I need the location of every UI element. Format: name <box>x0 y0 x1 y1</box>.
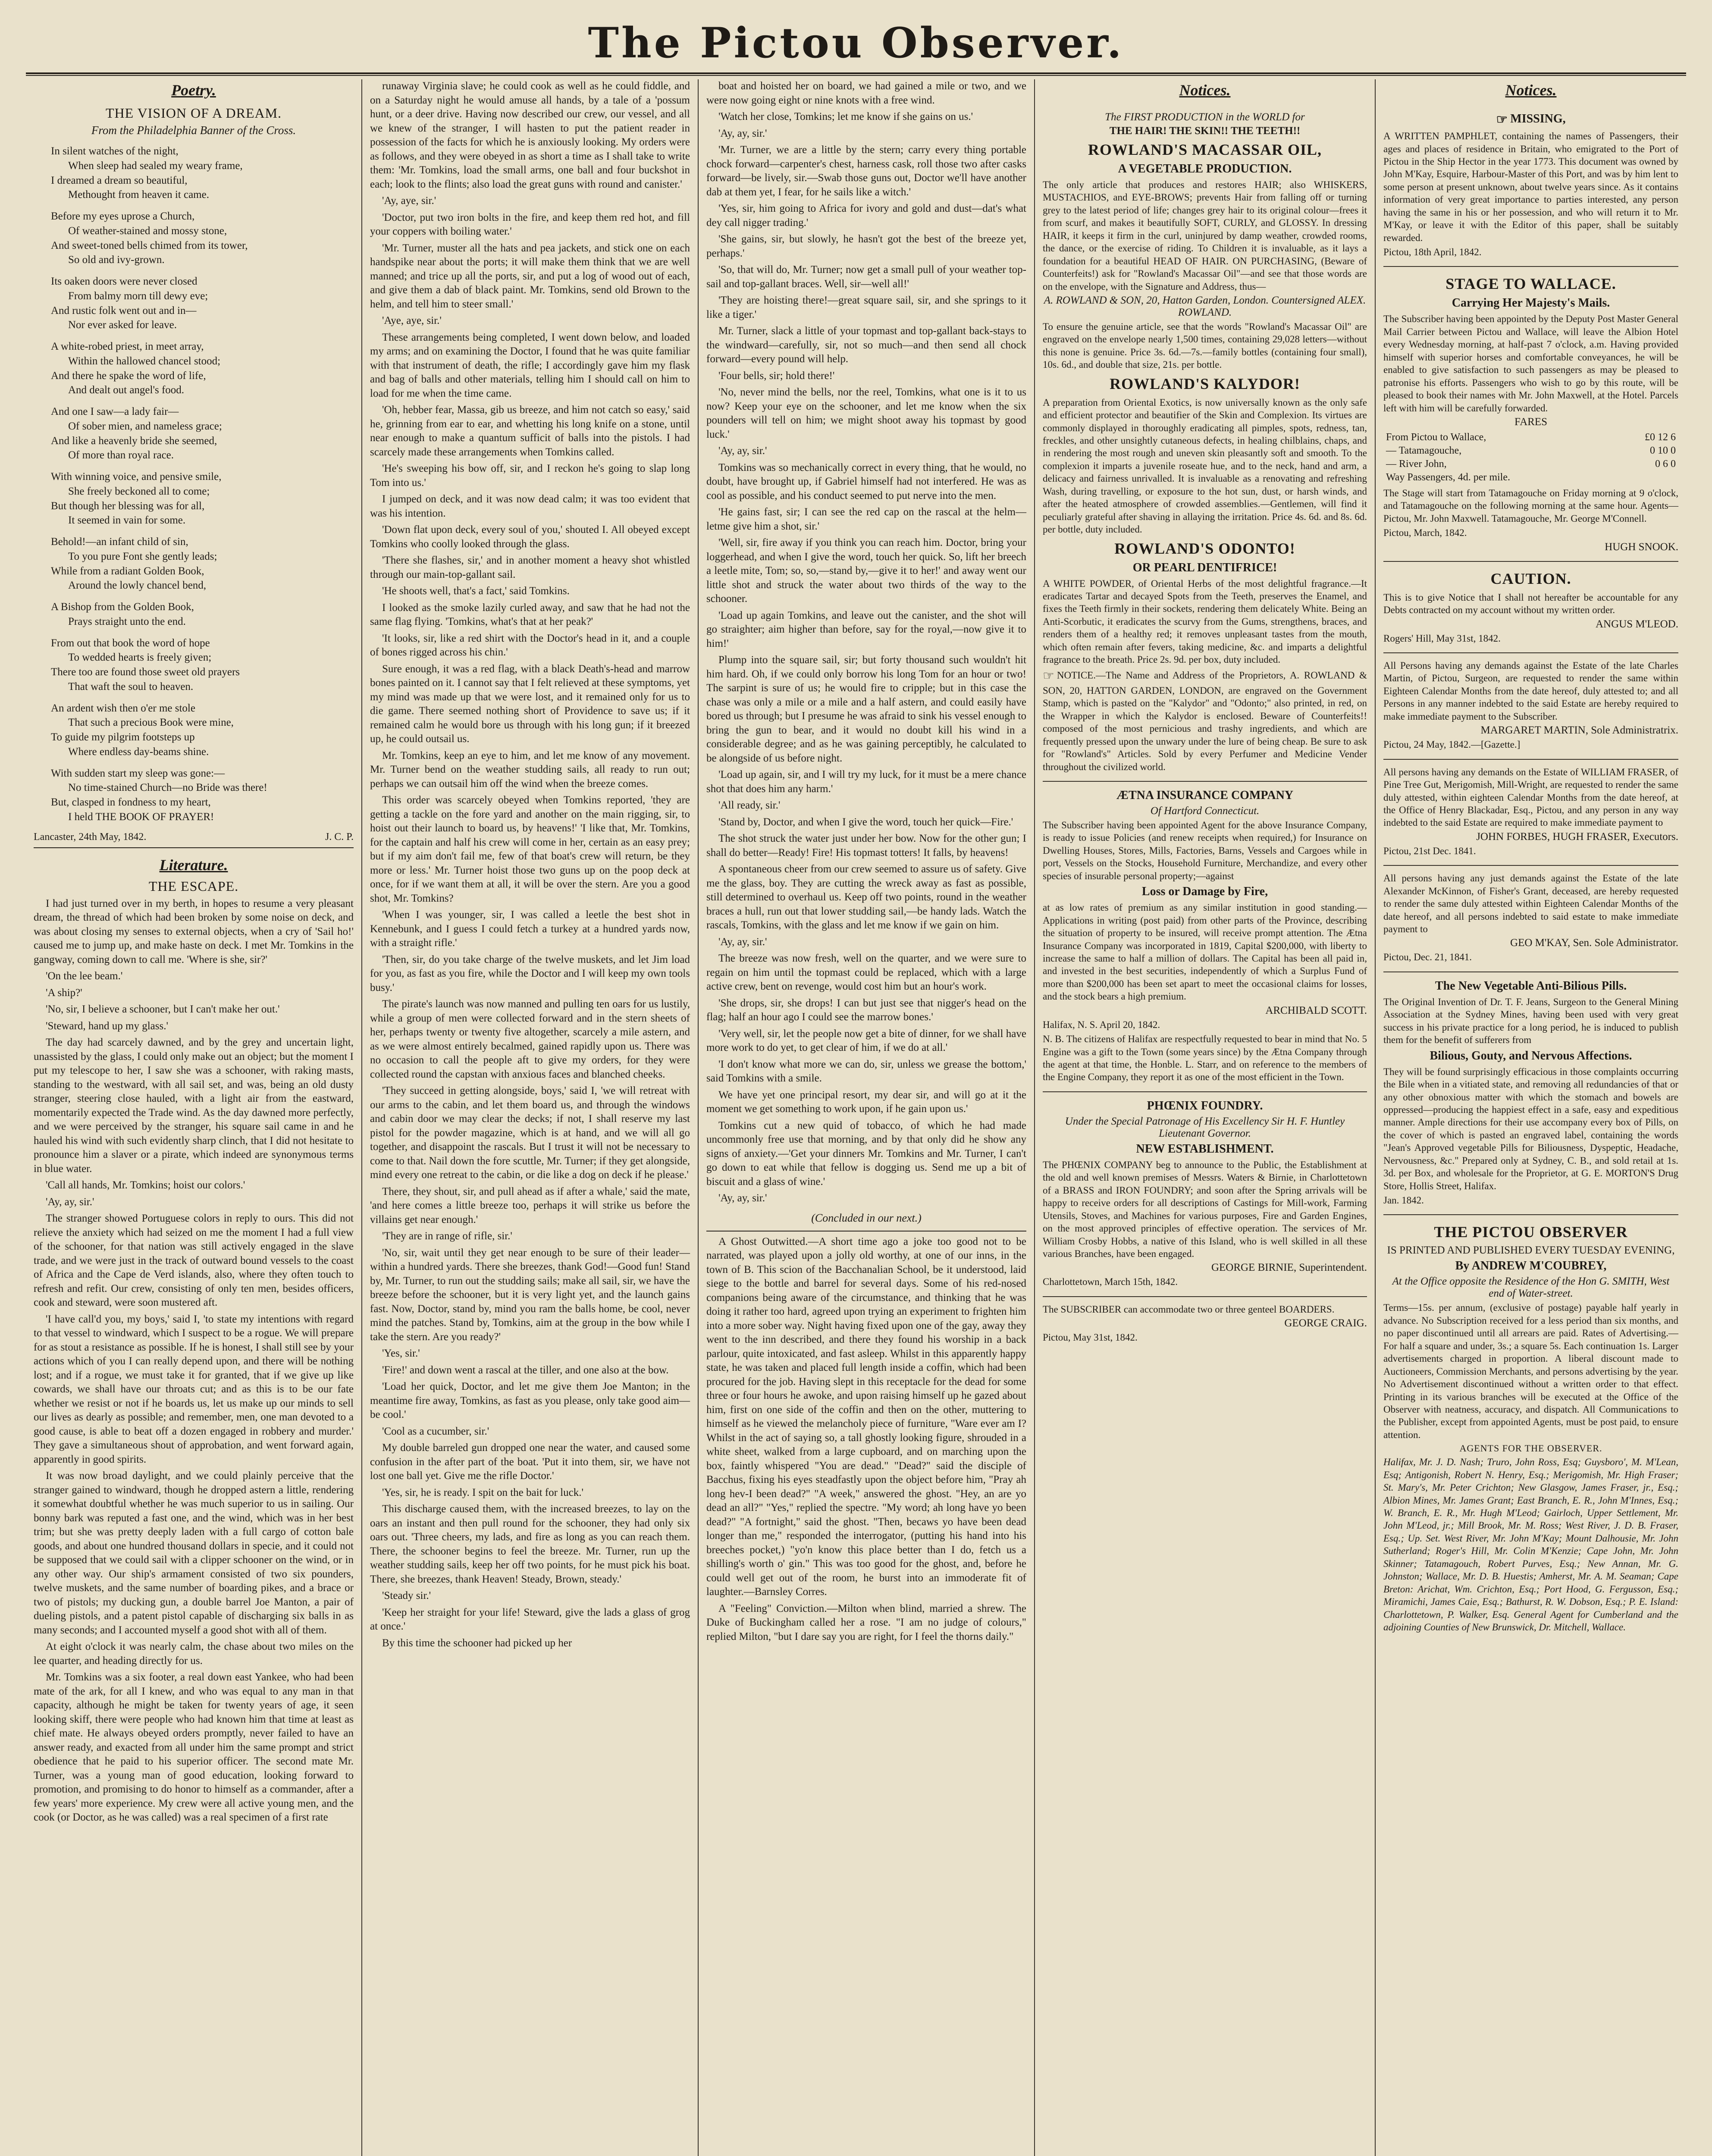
story-paragraph: 'Ay, ay, sir.' <box>718 1192 767 1204</box>
story-paragraph: 'Keep her straight for your life! Steward, give the lads a glass of grog at once.' <box>370 1606 690 1632</box>
story-paragraph: 'Yes, sir.' <box>382 1348 420 1359</box>
kalydor-title: ROWLAND'S KALYDOR! <box>1110 375 1300 392</box>
story-paragraph: A spontaneous cheer from our crew seemed to assure us of safety. Give me the glass, boy. They are cutting the wreck away as fast as possible, still determined to overhaul us. Keep off two points, round in the weather braces a hull, run out that lower studding sail,—be handy lads. Watch the rascals, Tomkins, with the glass and let me know if we gain on him. <box>706 863 1026 931</box>
poem-line: She freely beckoned all to come; <box>68 485 210 497</box>
divider <box>706 1231 1026 1232</box>
column-1 <box>26 79 362 2156</box>
poem-line: To guide my pilgrim footsteps up <box>51 731 195 743</box>
story-paragraph: 'Call all hands, Mr. Tomkins; hoist our colors.' <box>46 1179 245 1191</box>
caution-signer: ANGUS M'LEOD. <box>1595 618 1678 630</box>
fare-route: — Tatamagouche, <box>1386 445 1462 456</box>
caution-notice <box>1383 562 1678 653</box>
pointing-hand-icon: ☞ <box>1043 668 1054 683</box>
notices-heading-2: Notices. <box>1505 81 1557 99</box>
poem-line: Behold!—an infant child of sin, <box>51 536 188 548</box>
macassar-subtitle: A VEGETABLE PRODUCTION. <box>1118 162 1292 175</box>
column-4 <box>1035 79 1376 2156</box>
poem-line: And sweet-toned bells chimed from its tower, <box>51 239 248 251</box>
rowland-lead-2: THE HAIR! THE SKIN!! THE TEETH!! <box>1109 125 1301 137</box>
pills-subtitle: Bilious, Gouty, and Nervous Affections. <box>1430 1049 1632 1062</box>
poem-stanza <box>51 209 354 267</box>
martin-text: All Persons having any demands against the Estate of the late Charles Martin, of Pictou, Surgeon, are requested to render the same within Eighteen Calendar Months from the date hereof, duly attested to; and all Persons in any manner indebted to the said Estate are hereby required to make immediate payment to the Subscriber. <box>1383 660 1678 722</box>
pointing-hand-icon: ☞ <box>1496 113 1508 127</box>
odonto-subtitle: OR PEARL DENTIFRICE! <box>1132 561 1277 574</box>
poem-stanza <box>51 470 354 528</box>
poem-stanza <box>51 636 354 694</box>
mkinnon-text: All persons having any just demands against the Estate of the late Alexander McKinnon, of Fisher's Grant, deceased, are hereby requested to render the same duly attested within Eighteen Calendar Months of the date hereof, and all persons indebted to said estate to make immediate payment to <box>1383 873 1678 935</box>
story-paragraph: 'Steady sir.' <box>382 1590 431 1601</box>
story-paragraph: 'There she flashes, sir,' and in another moment a heavy shot whistled through our main-top-gallant sail. <box>370 555 690 580</box>
story-paragraph: 'He's sweeping his bow off, sir, and I reckon he's going to slap long Tom into us.' <box>370 463 690 489</box>
poem-line: Around the lowly chancel bend, <box>68 580 207 592</box>
fares-table <box>1383 431 1678 484</box>
story-paragraph: This discharge caused them, with the increased breezes, to lay on the oars an instant and then pull round for the schooner, they had only six oars out. 'Three cheers, my lads, and fire as long as you can reach them. There, the schooner begins to feel the breeze. Mr. Turner, run up the weather studding sails, keep her off two points, for he must pick his boat. There, she breezes, thank Heaven! Steady, Brown, steady.' <box>370 1503 690 1585</box>
pills-title: The New Vegetable Anti-Bilious Pills. <box>1435 979 1627 993</box>
fraser-signer: JOHN FORBES, HUGH FRASER, Executors. <box>1476 830 1678 843</box>
story-paragraph: 'When I was younger, sir, I was called a leetle the best shot in Kennebunk, and I guess I could fetch a turkey at a hundred yards now, with a straight rifle.' <box>370 909 690 949</box>
feeling-conviction-article <box>706 1602 1026 1644</box>
story-paragraph: Tomkins cut a new quid of tobacco, of which he had made uncommonly free use that morning, and by that only did he show any signs of anxiety.—'Get your dinners Mr. Tomkins and Mr. Turner, I can't go down to eat while that fellow is dogging us. Send me up a bit of biscuit and a glass of wine.' <box>706 1119 1026 1188</box>
aetna-loss-heading: Loss or Damage by Fire, <box>1141 885 1268 899</box>
fraser-date: Pictou, 21st Dec. 1841. <box>1383 845 1476 856</box>
mkinnon-estate-notice <box>1383 866 1678 972</box>
aetna-signer: ARCHIBALD SCOTT. <box>1265 1004 1367 1016</box>
poem-line: In silent watches of the night, <box>51 145 179 157</box>
mkinnon-signer: GEO M'KAY, Sen. Sole Administrator. <box>1510 937 1678 949</box>
poem-line: And dealt out angel's food. <box>68 384 185 396</box>
aetna-advertisement <box>1043 782 1367 1092</box>
story-paragraph: 'Ay, ay, sir.' <box>46 1196 94 1208</box>
kalydor-text: A preparation from Oriental Exotics, is now universally known as the only safe and efficient protector and beautifier of the Skin and Complexion. Its virtues are commonly displayed in thoroughly eradicating all pimples, spots, redness, tan, freckles, and other unsightly cutaneous defects, in healing chilblains, chaps, and in rendering the most rough and uneven skin pleasantly soft and smooth. To the complexion it imparts a juvenile roseate hue, and to the neck, hand and arm, a delicacy and fairness unrivalled. It is invaluable as a renovating and refreshing Wash, during travelling, or exposure to the hot sun, dust, or harsh winds, and after the heated atmosphere of crowded assemblies.—Gentlemen, will find it peculiarly grateful after shaving in allaying the irritation. Price 4s. 6d. and 8s. 6d. per bottle, duty included. <box>1043 397 1367 535</box>
notices-heading: Notices. <box>1179 81 1231 99</box>
fraser-estate-notice <box>1383 760 1678 866</box>
story-paragraph: 'They are in range of rifle, sir.' <box>382 1230 512 1242</box>
fare-route: — River John, <box>1386 458 1447 470</box>
story-paragraph: Mr. Tomkins, keep an eye to him, and let me know of any movement. Mr. Turner bend on the weather studding sails, all ready to run out; perhaps we can outsail him off the wind when the breeze comes. <box>370 749 690 790</box>
poem-stanza <box>51 144 354 202</box>
story-paragraph: The shot struck the water just under her bow. Now for the other gun; I shall do better—Ready! Fire! His topmast totters! It falls, by heavens! <box>706 833 1026 859</box>
rowland-notice <box>1043 668 1367 773</box>
story-paragraph: 'Four bells, sir; hold there!' <box>718 370 835 382</box>
story-paragraph: There, they shout, sir, and pull ahead as if after a whale,' said the mate, 'and here comes a little breeze too, perhaps it will strike us before the villains get near enough.' <box>370 1185 690 1225</box>
story-paragraph: 'A ship?' <box>46 987 82 999</box>
observer-office: At the Office opposite the Residence of the Hon G. SMITH, West end of Water-street. <box>1392 1275 1670 1300</box>
macassar-title: ROWLAND'S MACASSAR OIL, <box>1088 141 1322 158</box>
phoenix-patronage: Under the Special Patronage of His Excellency Sir H. F. Huntley Lieutenant Governor. <box>1065 1115 1345 1139</box>
rowland-lead: The FIRST PRODUCTION in the WORLD for <box>1105 111 1305 123</box>
story-paragraph: boat and hoisted her on board, we had gained a mile or two, and we were now going eight or nine knots with a free wind. <box>706 80 1026 106</box>
story-paragraph: I looked as the smoke lazily curled away, and saw that he had not the same flag flying. 'Tomkins, what's that at her peak?' <box>370 602 690 627</box>
macassar-address: A. ROWLAND & SON, 20, Hatton Garden, London. Countersigned ALEX. ROWLAND. <box>1044 294 1366 318</box>
poem-line: Within the hallowed chancel stood; <box>68 355 221 367</box>
poem-line: No time-stained Church—no Bride was there! <box>68 782 267 794</box>
fare-row <box>1383 458 1678 471</box>
missing-date: Pictou, 18th April, 1842. <box>1383 247 1482 258</box>
story-continued-note: (Concluded in our next.) <box>811 1211 922 1224</box>
fare-row <box>1383 471 1678 484</box>
poem-line: When sleep had sealed my weary frame, <box>68 160 243 172</box>
story-paragraph: 'He shoots well, that's a fact,' said Tomkins. <box>382 585 570 597</box>
column-5 <box>1376 79 1686 2156</box>
observer-by: By ANDREW M'COUBREY, <box>1455 1259 1607 1273</box>
story-paragraph: My double barreled gun dropped one near the water, and caused some confusion in the after part of the boat. 'Put it into them, sir, we have not lost one ball yet. Give me the rifle Doctor.' <box>370 1442 690 1482</box>
story-paragraph: Mr. Turner, slack a little of your topmast and top-gallant back-stays to the windward—carefully, sir, not so much—and then send all chock forward—every pound will help. <box>706 325 1026 365</box>
masthead-rule <box>26 72 1686 74</box>
poem-line: To you pure Font she gently leads; <box>68 550 217 562</box>
phoenix-title: PHŒNIX FOUNDRY. <box>1147 1099 1263 1112</box>
poem-stanza <box>51 535 354 593</box>
story-paragraph: The breeze was now fresh, well on the quarter, and we were sure to regain on him until the topmast could be replaced, which with a large active crew, bent on revenge, would cost him but an hour's work. <box>706 953 1026 992</box>
fare-route: From Pictou to Wallace, <box>1386 431 1486 443</box>
poetry-heading: Poetry. <box>171 81 216 99</box>
poem-place-date: Lancaster, 24th May, 1842. <box>34 831 147 843</box>
story-paragraph: At eight o'clock it was nearly calm, the chase about two miles on the lee quarter, and heading directly for us. <box>34 1641 354 1667</box>
story-paragraph: It was now broad daylight, and we could plainly perceive that the stranger gained to windward, though he dropped astern a little, rendering it somewhat doubtful whether he was much superior to us in sailing. Our bonny bark was reputed a fast one, and the wind, which was in her best trim; but she was pretty deeply laden with a full cargo of cotton bale goods, and about one hundred thousand dollars in specie, and it could not be supposed that we could sail with a clipper schooner on the wind, or in any other way. Our ship's armament consisted of two six pounders, twelve muskets, and the same number of boarding pikes, and a brace or two of pistols; my ducking gun, a double barrel Joe Manton, a pair of dueling pistols, and a patent pistol capable of discharging six balls in as many seconds; and I accounted myself a good shot with all of them. <box>34 1470 354 1636</box>
poem-line: Prays straight unto the end. <box>68 615 186 627</box>
rowland-advertisement <box>1043 105 1367 782</box>
poem-line: Of more than royal race. <box>68 449 174 461</box>
fares-heading: FARES <box>1514 416 1547 428</box>
poem-line: That such a precious Book were mine, <box>68 717 234 729</box>
story-paragraph: 'They succeed in getting alongside, boys,' said I, 'we will retreat with our arms to the cabin, and let them board us, and through the windows and cabin door we may clear the decks; if not, I shall reserve my last pistol for the powder magazine, which is at hand, and we will all go together, and disappoint the rascals. But I trust it will not be necessary to come to that. Nail down the fore scuttle, Mr. Turner; if they get alongside, mind every one retreat to the cabin, or die like a dog on deck if he please.' <box>370 1085 690 1181</box>
story-paragraph: 'It looks, sir, like a red shirt with the Doctor's head in it, and a couple of bones rigged across his chin.' <box>370 632 690 658</box>
story-title: THE ESCAPE. <box>148 878 239 894</box>
story-paragraph: 'All ready, sir.' <box>718 799 781 811</box>
story-paragraph: The stranger showed Portuguese colors in reply to ours. This did not relieve the anxiety which had seized on me the moment I had a full view of the schooner, for that nation was still actively engaged in the slave trade, and we were just in the track of outward bound vessels to the coast of Africa and the Cape de Verd islands, also, where they often touch to refresh and refit. Our crew, consisting of only ten men, besides officers, cook and steward, were soon mustered aft. <box>34 1213 354 1308</box>
story-text-col2 <box>370 79 690 1650</box>
poem-title: THE VISION OF A DREAM. <box>105 105 282 121</box>
story-paragraph: 'Ay, ay, sir.' <box>718 127 767 139</box>
poem-line: To wedded hearts is freely given; <box>68 652 212 664</box>
story-paragraph: 'Yes, sir, he is ready. I spit on the bait for luck.' <box>382 1486 583 1498</box>
boarders-signer: GEORGE CRAIG. <box>1284 1317 1367 1329</box>
story-paragraph: 'Yes, sir, him going to Africa for ivory and gold and dust—dat's what dey call nigger trading.' <box>706 203 1026 229</box>
poem-line: A Bishop from the Golden Book, <box>51 601 194 613</box>
story-paragraph: 'No, sir, I believe a schooner, but I can't make her out.' <box>46 1003 280 1015</box>
masthead-rule-thin <box>26 75 1686 76</box>
story-paragraph: The day had scarcely dawned, and by the grey and uncertain light, unassisted by the glass, I could only make out an object; but the moment I put my telescope to her, I saw she was a schooner, with raking masts, standing to the westward, with all sail set, and was, being an old dusty stranger, steering close hauled, with a light air from the eastward, momentarily expected the Trade wind. As the day dawned more perfectly, and we were perceived by the stranger, his square sail came in and he hauled his wind with such evidently sharp clinch, that I did not hesitate to pronounce him a slaver or a pirate, which indeed are synonymous terms in blue water. <box>34 1037 354 1175</box>
story-paragraph: 'He gains fast, sir; I can see the red cap on the rascal at the helm—letme give him a shot, sir.' <box>706 506 1026 532</box>
poem-subtitle: From the Philadelphia Banner of the Cross. <box>91 124 296 137</box>
story-paragraph: 'Watch her close, Tomkins; let me know if she gains on us.' <box>718 111 973 122</box>
fare-price: 0 6 0 <box>1655 458 1676 470</box>
story-paragraph: runaway Virginia slave; he could cook as well as he could fiddle, and on a Saturday night he would amuse all hands, by a tale of a 'possum hunt, or a deer drive. Having now described our crew, our vessel, and all we knew of the stranger, I will hasten to put the patient reader in possession of the facts for which he is anxiously looking. My orders were as follows, and they were obeyed in as short a time as I shall take to write them: 'Mr. Tomkins, load the small arms, one ball and four buckshot in each; look to the flints; also load the great guns with round and canister.' <box>370 80 690 190</box>
stage-text: The Subscriber having been appointed by the Deputy Post Master General Mail Carrier between Pictou and Wallace, will leave the Albion Hotel every Wednesday morning, at half-past 7 o'clock, a.m. Having provided himself with superior horses and comfortable conveyances, he will be enabled to give satisfaction to such passengers as may be pleased to patronise his efforts. Passengers who wish to go by this route, will be pleased to book their names with Mr. John Maxwell, at the Hotel. Parcels left with him will be carefully forwarded. <box>1383 313 1678 414</box>
macassar-text: The only article that produces and restores HAIR; also WHISKERS, MUSTACHIOS, and EYE-BROWS; prevents Hair from falling off or turning grey to the latest period of life; changes grey hair to its original colour—frees it from scurf, and makes it beautifully SOFT, CURLY, and GLOSSY. In dressing HAIR, it keeps it firm in the curl, uninjured by damp weather, crowded rooms, the dance, or the exercise of riding. To Children it is invaluable, as it lays a foundation for a beautiful HEAD OF HAIR. ON PURCHASING, (Beware of Counterfeits!) ask for "Rowland's Macassar Oil"—and see that those words are on the envelope, with the Signature and Address, thus— <box>1043 179 1367 292</box>
fare-route: Way Passengers, 4d. per mile. <box>1386 471 1510 483</box>
story-paragraph: 'No, sir, wait until they get near enough to be sure of their leader—within a hundred yards. There she breezes, thank God!—Good fun! Stand by, Mr. Turner, to run out the studding sails; make all sail, sir, we have the breeze before the schooner, but it is very light yet, and the launch gains fast. Now, Doctor, stand by, mind you ram the balls home, be cool, never mind the patches. Stand by, Tomkins, aim at the group in the bow while I take the stern. Are you ready?' <box>370 1247 690 1343</box>
fare-price: 0 10 0 <box>1650 445 1676 456</box>
poem-line: And there he spake the word of life, <box>51 370 206 382</box>
stage-notice <box>1383 267 1678 561</box>
aetna-text: The Subscriber having been appointed Agent for the above Insurance Company, is ready to issue Policies (and renew receipts when required,) for Insurance on Dwelling Houses, Stores, Mills, Factories, Barns, Vessels and Cargoes while in port, Vessels on the Stocks, Household Furniture, Merchandize, and every other species of insurable personal property;—against <box>1043 820 1367 881</box>
aetna-subtitle: Of Hartford Connecticut. <box>1150 805 1260 817</box>
stage-date: Pictou, March, 1842. <box>1383 527 1467 539</box>
caution-title: CAUTION. <box>1490 570 1571 587</box>
story-paragraph: 'Load up again Tomkins, and leave out the canister, and the shot will go straighter; aim higher than before, say for the royal,—now give it to him!' <box>706 609 1026 649</box>
story-paragraph: 'Load up again, sir, and I will try my luck, for it must be a mere chance shot that does him any harm.' <box>706 769 1026 795</box>
aetna-text-2: at as low rates of premium as any similar institution in good standing.—Applications in writing (post paid) from other parts of the Province, describing the situation of property to be insured, will receive prompt attention. The Ætna Insurance Company was incorporated in 1819, Capital $200,000, with liberty to increase the same to half a million of dollars. The Capital has been all paid in, and invested in the best securities, independently of which a Surplus Fund of more than $200,000 has been set apart to meet the occasional claims for losses, and the stock bears a high premium. <box>1043 902 1367 1002</box>
story-paragraph: 'Doctor, put two iron bolts in the fire, and keep them red hot, and fill your coppers with boiling water.' <box>370 211 690 237</box>
story-paragraph: 'Stand by, Doctor, and when I give the word, touch her quick—Fire.' <box>718 816 1013 828</box>
poem-line: That waft the soul to heaven. <box>68 680 194 693</box>
martin-signer: MARGARET MARTIN, Sole Administratrix. <box>1480 724 1678 736</box>
poem-signature <box>34 831 354 843</box>
story-paragraph: 'Steward, hand up my glass.' <box>46 1020 168 1032</box>
missing-text: A WRITTEN PAMPHLET, containing the names of Passengers, their ages and places of residence in Britain, who emigrated to the Port of Pictou in the Ship Hector in the year 1773. This document was owned by John M'Kay, Esquire, Harbour-Master of this Port, and was by him lent to some person at present unknown, about twelve years since. As it contains information of very great importance to parties interested, any person having the same in his or her possession, and who will return it to Mr. M'Kay, or leave it with the Editor of this paper, shall be suitably rewarded. <box>1383 131 1678 243</box>
missing-title <box>1383 112 1678 127</box>
story-paragraph: 'Well, sir, fire away if you think you can reach him. Doctor, bring your loggerhead, and when I give the word, touch her quick. So, lift her breech a leetle mite, Tom; so, so,—stand by,—give it to her!' and away went our little shot and struck the water about two thirds of the way to the schooner. <box>706 537 1026 605</box>
story-paragraph: The pirate's launch was now manned and pulling ten oars for us lustily, while a group of men were collected forward and in the stern sheets of her, perhaps twenty or twenty five altogether, scarcely a mile astern, and as we were almost entirely becalmed, gained rapidly upon us. There was no occasion to call the people aft to give my orders, for they were collected round the capstan with anxious faces and blanched cheeks. <box>370 998 690 1080</box>
martin-date: Pictou, 24 May, 1842.—[Gazette.] <box>1383 739 1521 750</box>
poem-line: And like a heavenly bride she seemed, <box>51 435 217 447</box>
ghost-outwitted-article <box>706 1235 1026 1599</box>
fare-price: £0 12 6 <box>1645 431 1676 443</box>
poem-line: While from a radiant Golden Book, <box>51 565 204 577</box>
columns <box>26 79 1686 2156</box>
story-paragraph: Plump into the square sail, sir; but forty thousand such wouldn't hit him hard. Oh, if we could only borrow his long Tom for an hour or two! The sarpint is sure of us; he would fire to cripple; but in this case the chase was only a mile or a mile and a half astern, and could easily have bored us through; but I presume he was afraid to sink his vessel enough to bring the gun to bear, and it would no doubt kill his wind in a considerable degree; and as he was gaining perceptibly, he calculated to be alongside of us before night. <box>706 654 1026 764</box>
story-paragraph: These arrangements being completed, I went down below, and loaded my arms; and on examining the Doctor, I found that he was quite familiar with that instrument of death, the rifle; I accordingly gave him my flask and bag of balls and other materials, telling him I should call on him to load for me when the time came. <box>370 331 690 399</box>
boarders-date: Pictou, May 31st, 1842. <box>1043 1332 1138 1343</box>
macassar-price: To ensure the genuine article, see that the words "Rowland's Macassar Oil" are engraved on the envelope nearly 1,500 times, containing 29,028 letters—without this none is genuine. Price 3s. 6d.—7s.—family bottles (containing four small), 10s. 6d., and double that size, 21s. per bottle. <box>1043 321 1367 370</box>
observer-imprint <box>1383 1215 1678 1641</box>
poem-stanza <box>51 404 354 463</box>
missing-notice <box>1383 105 1678 267</box>
poem-line: But, clasped in fondness to my heart, <box>51 796 211 808</box>
boarders-text: The SUBSCRIBER can accommodate two or three genteel BOARDERS. <box>1043 1304 1335 1315</box>
ghost-outwitted-text: A Ghost Outwitted.—A short time ago a joke too good not to be narrated, was played upon a jolly old worthy, at one of our inns, in the town of B. This scion of the Bacchanalian School, be it understood, laid siege to the bottle and barrel for several days. Some of his red-nosed companions being aware of the circumstance, and thinking that he was doing it rather too hard, agreed upon trying an experiment to frighten him into a more sober way. Night having fixed upon one of the gay, away they went to the inn described, and there they found his worship in a back parlour, quite intoxicated, and fast asleep. Whilst in this apparently happy state, he was taken and placed full length inside a coffin, which had been procured for the job. Having slept in this receptacle for the dead for some three or four hours he awoke, and upon raising himself up he gazed about him, first on one side of the coffin and then on the other, muttering to himself as he viewed the melancholy piece of furniture, "Ware ever am I? Whilst in the act of saying so, a tall ghostly looking figure, shrouded in a white sheet, walked from a large cupboard, and on marching upon the box, faintly whispered "You are dead." "Dead?" said the disciple of Bacchus, fixing his eyes steadfastly upon the object before him, "Pray ah long hev-I been dead?" "A week," answered the ghost. "Hey, an are yo dead an all?" "Yes," replied the spectre. "My word; ah long have yo been dead?" "A fortnight," said the ghost. "Then, becaws yo have been dead longer than me," responded the interrogator, (putting his hand into his breeches pocket,) "yo'n know this place better than I do, fetch us a shilling's worth o' gin." This was too good for the ghost, and, before he could well get out of the room, he burst into an immoderate fit of laughter.—Barnsley Corres. <box>706 1235 1026 1598</box>
observer-title: THE PICTOU OBSERVER <box>1434 1223 1628 1241</box>
story-paragraph: 'Down flat upon deck, every soul of you,' shouted I. All obeyed except Tomkins who coolly looked through the glass. <box>370 524 690 550</box>
aetna-date: Halifax, N. S. April 20, 1842. <box>1043 1019 1160 1030</box>
story-paragraph: 'She drops, sir, she drops! I can but just see that nigger's head on the flag; half an hour ago I could see the marrow bones.' <box>706 997 1026 1023</box>
caution-text: This is to give Notice that I shall not hereafter be accountable for any Debts contracted on my account without my written order. <box>1383 592 1678 616</box>
story-paragraph: 'Very well, sir, let the people now get a bite of dinner, for we shall have more work to do yet, to get clear of him, if we do at all.' <box>706 1028 1026 1053</box>
poem-stanza <box>51 766 354 824</box>
story-paragraph: 'Ay, ay, sir.' <box>718 445 767 457</box>
phoenix-signer: GEORGE BIRNIE, Superintendent. <box>1211 1262 1367 1274</box>
poem-line: Its oaken doors were never closed <box>51 276 198 287</box>
poem-line: Before my eyes uprose a Church, <box>51 210 195 222</box>
stage-text-2: The Stage will start from Tatamagouche on Friday morning at 9 o'clock, and Tatamagouche on the following morning at the same hour. Agents—Pictou, Mr. John Maxwell. Tatamagouche, Mr. George M'Connell. <box>1383 487 1678 524</box>
stage-title: STAGE TO WALLACE. <box>1445 275 1616 293</box>
poem-line: With winning voice, and pensive smile, <box>51 471 222 483</box>
phoenix-text: The PHŒNIX COMPANY beg to announce to the Public, the Establishment at the old and well known premises of Messrs. Waters & Birnie, in Charlottetown of a BRASS and IRON FOUNDRY; and soon after the Spring arrivals will be happy to receive orders for all descriptions of Castings for Mill-work, Farming Utensils, Stoves, and Machines for various purposes, Fire and Garden Engines, on the most approved principles of effective operation. The services of Mr. William Crosby Hobbs, a native of this Island, who is well skilled in all these various Branches, have been engaged. <box>1043 1159 1367 1259</box>
observer-subtitle: IS PRINTED AND PUBLISHED EVERY TUESDAY EVENING, <box>1387 1244 1675 1257</box>
poem-line: But though her blessing was for all, <box>51 500 205 512</box>
poem-stanza <box>51 274 354 332</box>
story-paragraph: Sure enough, it was a red flag, with a black Death's-head and marrow bones painted on it. I cannot say that I felt relieved at these symptoms, yet my mind was made up that we were lost, and it remained only for us to die game. There seemed nothing short of Providence to save us; if it remained calm he would bore us through with his long gun; if it breezed up, he could outsail us. <box>370 663 690 745</box>
poem-line: Where endless day-beams shine. <box>68 746 209 758</box>
martin-estate-notice <box>1383 653 1678 760</box>
story-paragraph: 'Then, sir, do you take charge of the twelve muskets, and let Jim load for you, as fast as you fire, while the Doctor and I will keep my own tools busy.' <box>370 953 690 993</box>
story-text-col1 <box>34 897 354 1825</box>
story-paragraph: I jumped on deck, and it was now dead calm; it was too evident that was his intention. <box>370 493 690 519</box>
story-paragraph: 'Cool as a cucumber, sir.' <box>382 1425 489 1437</box>
missing-title-text: MISSING, <box>1510 112 1566 125</box>
story-paragraph: 'Mr. Turner, muster all the hats and pea jackets, and stick one on each handspike near about the ports; it will make them think that we are well manned; and trice up all the ports, sir, and put a log of wood out of each, and give them a dab of black paint. Mr. Tomkins, send old Brown to the helm, and tell him to steer small.' <box>370 242 690 310</box>
story-paragraph: 'On the lee beam.' <box>46 970 123 982</box>
phoenix-establishment: NEW ESTABLISHMENT. <box>1136 1142 1274 1156</box>
rowland-notice-text: NOTICE.—The Name and Address of the Proprietors, A. ROWLAND & SON, 20, HATTON GARDEN, LONDON, are engraved on the Government Stamp, which is pasted on the "Kalydor" and "Odonto;" also printed, in red, on the Wrapper in which the Kalydor is enclosed. Beware of Counterfeits!! composed of the most pernicious and trashy ingredients, and which are frequently pressed upon the unwary under the lure of being cheap. Be sure to ask for "Rowland's" Articles. Sold by every Perfumer and Medicine Vender throughout the civilized world. <box>1043 670 1367 772</box>
poem-line: From out that book the word of hope <box>51 637 210 649</box>
story-paragraph: 'I have call'd you, my boys,' said I, 'to state my intentions with regard to that vessel to windward, which I suspect to be a rogue. We will prepare for as stout a resistance as possible. If he is honest, I shall still see by your actions which of you I can really depend upon, and there will be nothing lost; and if a rogue, we must take it for granted, that if we give up like cowards, we shall have our throats cut; and as this is to be our fate whether we resist or not if he boards us, let us make up our minds to sell our lives as dearly as possible; and remember, men, one man devoted to a good cause, is able to beat off a dozen engaged in robbery and murder.' They gave a simultaneous shout of approbation, and went forward again, apparently in good spirits. <box>34 1313 354 1465</box>
column-3 <box>699 79 1035 2156</box>
literature-heading: Literature. <box>159 856 228 874</box>
masthead: The Pictou Observer. <box>588 19 1124 67</box>
aetna-nb: N. B. The citizens of Halifax are respectfully requested to bear in mind that No. 5 Engine was a gift to the Town (some years since) by the Ætna Company through the agent at that time, the Honble. L. Starr, and on reference to the members of the Engine Company, they report it as one of the most efficient in the Town. <box>1043 1034 1367 1083</box>
phoenix-advertisement <box>1043 1092 1367 1297</box>
aetna-title: ÆTNA INSURANCE COMPANY <box>1116 789 1294 802</box>
caution-date: Rogers' Hill, May 31st, 1842. <box>1383 633 1501 644</box>
pills-text-2: They will be found surprisingly efficacious in those complaints occurring the Bile when in a vitiated state, and removing all redundancies of that or any other obnoxious matter with which the stomach and bowels are oppressed—producing the happiest effect in a safe, easy and expeditious manner. Ample directions for their use accompany every box of Pills, on the cover of which is pasted an engraved label, containing the words "Jean's Approved vegetable Pills for Biliousness, Dyspeptic, Headache, Nervousness, &c." Prepared only at Sydney, C. B., and sold retail at 1s. 3d. per Box, and wholesale for the Proprietor, at G. E. MORTON'S Drug Store, Hollis Street, Halifax. <box>1383 1066 1678 1191</box>
story-paragraph: I had just turned over in my berth, in hopes to resume a very pleasant dream, the thread of which had been broken by some noise on deck, and was about closing my senses to external objects, when a cry of 'Sail ho!' caused me to jump up, and make haste on deck. I met Mr. Tomkins in the gangway, coming down to call me. 'Where is she, sir?' <box>34 897 354 965</box>
divider <box>34 847 354 848</box>
agents-heading: AGENTS FOR THE OBSERVER. <box>1459 1443 1602 1454</box>
poem-line: There too are found those sweet old prayers <box>51 666 240 678</box>
story-paragraph: 'Ay, ay, sir.' <box>718 936 767 948</box>
fare-row <box>1383 444 1678 458</box>
agents-list: Halifax, Mr. J. D. Nash; Truro, John Ross, Esq; Guysboro', M. M'Lean, Esq; Antigonish, Robert N. Henry, Esq.; Merigomish, Mr. High Fraser; St. Mary's, Mr. Peter Crichton; New Glasgow, James Fraser, jr., Esq.; Albion Mines, Mr. James Grant; East Branch, E. R., John M'Innes, Esq.; W. Branch, E. R., Mr. Hugh M'Leod; Gairloch, Upper Settlement, Mr. John M'Leod, jr.; Mill Brook, Mr. M. Ross; West River, J. D. B. Fraser, Esq.; Up. Set. West River, Mr. John M'Kay; Mount Dalhousie, Mr. John Sutherland; Roger's Hill, Mr. Colin M'Kenzie; Cape John, Mr. John Skinner; Tatamagouch, Robert Purves, Esq.; New Annan, Mr. G. Johnston; Wallace, Mr. D. B. Huestis; Amherst, Mr. A. M. Seaman; Cape Breton: Arichat, Wm. Crichton, Esq.; Port Hood, G. Fergusson, Esq.; Miramichi, James Caie, Esq.; Bathurst, R. W. Dobson, Esq.; P. E. Island: Charlottetown, P. Walker, Esq. General Agent for Cumberland and the adjoining Counties of New Brunswick, Dr. Mitchell, Wallace. <box>1383 1457 1678 1633</box>
poem-stanza <box>51 701 354 759</box>
poem-line: Of weather-stained and mossy stone, <box>68 225 227 237</box>
story-paragraph: 'Mr. Turner, we are a little by the stern; carry every thing portable chock forward—carpenter's chest, harness cask, roll those two after casks forward—be lively, sir.—Swab those guns out, Doctor we'll have another dab at them yet, I fear, for he sails like a witch.' <box>706 144 1026 198</box>
fare-price <box>1614 471 1678 484</box>
poem-line: Of sober mien, and nameless grace; <box>68 420 222 432</box>
boarders-notice <box>1043 1297 1367 1352</box>
observer-terms: Terms—15s. per annum, (exclusive of postage) payable half yearly in advance. No Subscription received for a less period than six months, and no paper discontinued until all arrears are paid. Rates of Advertising.—For half a square and under, 3s.; a square 5s. Each continuation 1s. Larger advertisements charged in proportion. A liberal discount made to Auctioneers, Commission Merchants, and persons advertising by the year. No Advertisement discontinued without a written order to that effect. Printing in its various branches will be executed at the Office of the Observer with neatness, accuracy, and dispatch. All Communications to the Publisher, except from appointed Agents, must be post paid, to ensure attention. <box>1383 1302 1678 1440</box>
story-paragraph: By this time the schooner had picked up her <box>382 1637 572 1649</box>
poem-line: And one I saw—a lady fair— <box>51 406 179 417</box>
stage-subtitle: Carrying Her Majesty's Mails. <box>1452 296 1610 310</box>
feeling-conviction-text: A "Feeling" Conviction.—Milton when blind, married a shrew. The Duke of Buckingham called her a rose. "I am no judge of colours," replied Milton, "but I dare say you are right, for I feel the thorns daily." <box>706 1602 1026 1642</box>
stage-signer: HUGH SNOOK. <box>1605 541 1678 553</box>
poem-line: Methought from heaven it came. <box>68 189 209 201</box>
pills-date: Jan. 1842. <box>1383 1195 1424 1206</box>
poem-stanza <box>51 339 354 398</box>
story-paragraph: 'So, that will do, Mr. Turner; now get a small pull of your weather top-sail and top-gallant braces. Well, sir—well all!' <box>706 264 1026 290</box>
story-paragraph: 'No, never mind the bells, nor the reel, Tomkins, what one is it to us now? Keep your eye on the schooner, and let me know when the six pounders will tell on him; we might shoot away his topmast by good luck.' <box>706 386 1026 440</box>
poem-line: It seemed in vain for some. <box>68 514 186 526</box>
story-paragraph: Tomkins was so mechanically correct in every thing, that he would, no doubt, have brought up, if Gabriel himself had not interfered. He was as cool as possible, and his conduct seemed to put nerve into the men. <box>706 461 1026 501</box>
story-text-col3 <box>706 79 1026 1206</box>
story-paragraph: 'Fire!' and down went a rascal at the tiller, and one also at the bow. <box>382 1364 669 1376</box>
mkinnon-date: Pictou, Dec. 21, 1841. <box>1383 952 1472 963</box>
story-paragraph: Mr. Tomkins was a six footer, a real down east Yankee, who had been mate of the ark, for all I knew, and who was equal to any man in that capacity, although he might be taken for twenty years of age, it seen looking skiff, there were people who had known him that time at least as chief mate. He always obeyed orders promptly, never failed to have an answer ready, and exacted from all under him the same prompt and strict obedience that he paid to his superior officer. The second mate Mr. Turner, was a young man of good education, looking forward to promotion, and promising to do honor to himself as a commander, after a few years' more experience. My crew were all active young men, and the cook (or Doctor, as he was called) was a real specimen of a first rate <box>34 1671 354 1823</box>
poem-line: Nor ever asked for leave. <box>68 319 177 331</box>
poem-line: I dreamed a dream so beautiful, <box>51 174 188 186</box>
fraser-text: All persons having any demands on the Estate of WILLIAM FRASER, of Pine Tree Gut, Merigomish, Mill-Wright, are requested to render the same duly attested, within eighteen Calendar Months from the date hereof, at the Office of Henry Blackadar, Esq., Pictou, and any person in any way indebted to the said Estate are required to make immediate payment to <box>1383 766 1678 828</box>
pills-text: The Original Invention of Dr. T. F. Jeans, Surgeon to the General Mining Association at the Sydney Mines, having been used with very great success in his private practice for a long period, he is induced to publish them for the benefit of sufferers from <box>1383 996 1678 1046</box>
story-paragraph: 'Oh, hebber fear, Massa, gib us breeze, and him not catch so easy,' said he, grinning from ear to ear, and whetting his long knife on a stone, until near enough to make a quantum sufficit of balls into the pistols. I had scarcely made these arrangements when Tomkins called. <box>370 404 690 458</box>
story-paragraph: 'They are hoisting there!—great square sail, sir, and she springs to it like a tiger.' <box>706 295 1026 320</box>
poem-stanza <box>51 600 354 629</box>
poem-line: From balmy morn till dewy eve; <box>68 290 208 302</box>
poem-line: I held THE BOOK OF PRAYER! <box>68 811 214 823</box>
phoenix-date: Charlottetown, March 15th, 1842. <box>1043 1276 1178 1288</box>
fare-row <box>1383 431 1678 444</box>
story-paragraph: 'She gains, sir, but slowly, he hasn't got the best of the breeze yet, perhaps.' <box>706 233 1026 259</box>
poem-initials: J. C. P. <box>325 831 354 843</box>
poem-line: With sudden start my sleep was gone:— <box>51 767 225 779</box>
poem-line: An ardent wish then o'er me stole <box>51 702 195 714</box>
poem-line: And rustic folk went out and in— <box>51 304 197 317</box>
poem-body <box>51 144 354 824</box>
story-paragraph: 'Load her quick, Doctor, and let me give them Joe Manton; in the meantime fire away, Tomkins, as fast as you please, only take good aim—be cool.' <box>370 1381 690 1420</box>
poem-line: A white-robed priest, in meet array, <box>51 341 204 352</box>
odonto-title: ROWLAND'S ODONTO! <box>1114 539 1295 557</box>
pills-advertisement <box>1383 972 1678 1216</box>
poem-line: So old and ivy-grown. <box>68 254 165 266</box>
column-2 <box>362 79 699 2156</box>
odonto-text: A WHITE POWDER, of Oriental Herbs of the most delightful fragrance.—It eradicates Tartar and decayed Spots from the Teeth, preserves the Enamel, and fixes the Teeth firmly in their sockets, rendering them delicately White. Being an Anti-Scorbutic, it eradicates the scurvy from the Gums, strengthens, braces, and renders them of a healthy red; it removes unpleasant tastes from the mouth, which often remain after fevers, taking medicine, &c. and imparts a delightful fragrance to the breath. Price 2s. 9d. per box, duty included. <box>1043 578 1367 665</box>
story-paragraph: 'I don't know what more we can do, sir, unless we grease the bottom,' said Tomkins with a smile. <box>706 1058 1026 1084</box>
story-paragraph: We have yet one principal resort, my dear sir, and will go at it the moment we get something to work upon, if he gain upon us.' <box>706 1089 1026 1115</box>
story-paragraph: 'Aye, aye, sir.' <box>382 315 442 326</box>
story-paragraph: This order was scarcely obeyed when Tomkins reported, 'they are getting a tackle on the fore yard and another on the main rigging, sir, to hoist out their launch to board us, by heavens!' 'I like that, Mr. Tomkins, for the captain and half his crew will come in her, certain as an easy prey; but if my aim don't fail me, few of that boat's crew will return, be they more or less.' Mr. Turner hoist those two guns up on the poop deck at once, for if we want them at all, it will be over the stern. Are you a good shot, Mr. Tomkins? <box>370 794 690 904</box>
story-paragraph: 'Ay, aye, sir.' <box>382 195 436 207</box>
